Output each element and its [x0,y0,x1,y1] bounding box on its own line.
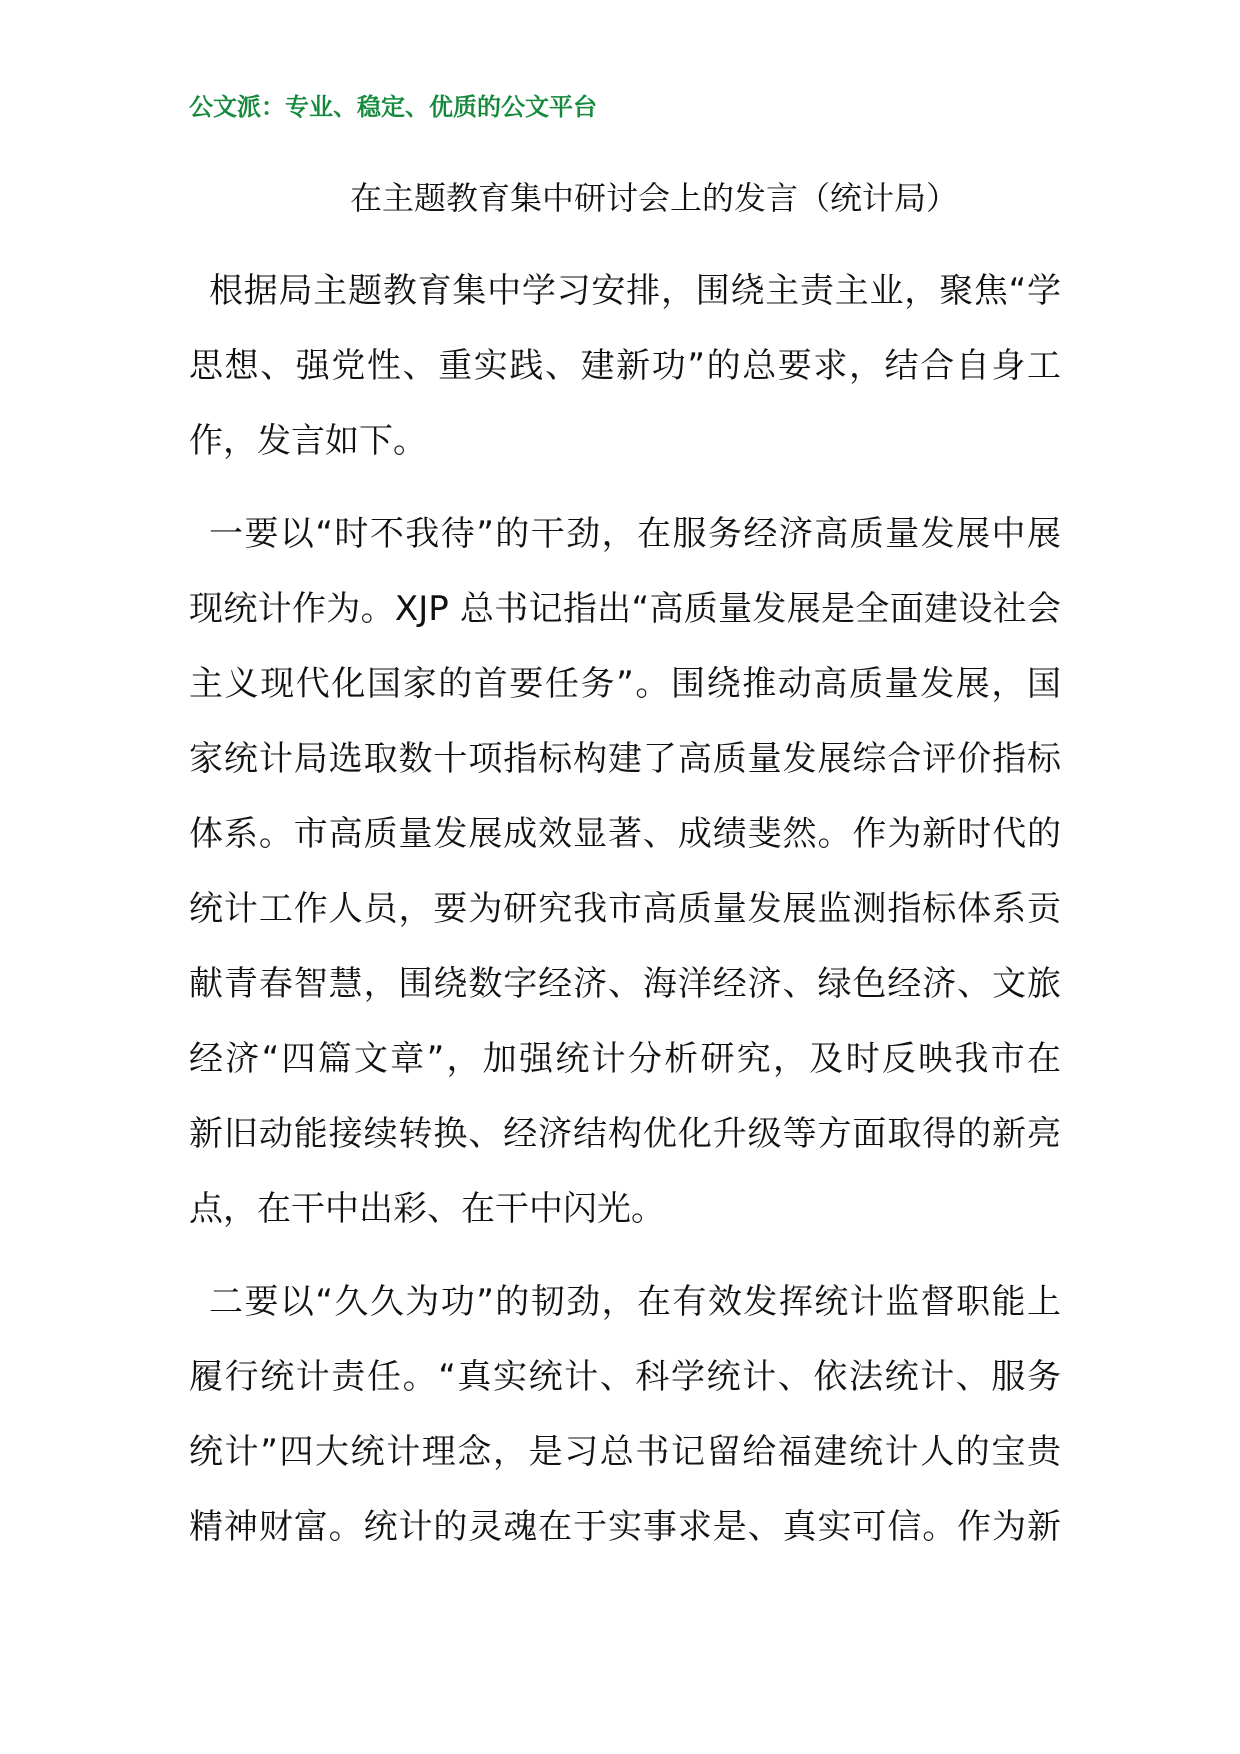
paragraph-line: 统计”四大统计理念，是习总书记留给福建统计人的宝贵 [189,1432,1061,1472]
paragraph-line: 二要以“久久为功”的韧劲，在有效发挥统计监督职能上 [209,1282,1061,1322]
paragraph-line: 根据局主题教育集中学习安排，围绕主责主业，聚焦“学 [209,271,1061,311]
paragraph-line: 统计工作人员，要为研究我市高质量发展监测指标体系贡 [189,889,1061,929]
paragraph-1 [189,254,1061,479]
paragraph-line: 体系。市高质量发展成效显著、成绩斐然。作为新时代的 [189,814,1061,854]
paragraph-line: 经济“四篇文章”，加强统计分析研究，及时反映我市在 [189,1039,1061,1079]
paragraph-line: 献青春智慧，围绕数字经济、海洋经济、绿色经济、文旅 [189,964,1061,1004]
site-header-slogan: 公文派：专业、稳定、优质的公文平台 [189,93,597,121]
paragraph-line: 作，发言如下。 [189,421,427,461]
document-title: 在主题教育集中研讨会上的发言（统计局） [349,179,958,217]
paragraph-line: 思想、强党性、重实践、建新功”的总要求，结合自身工 [189,346,1061,386]
paragraph-line: 新旧动能接续转换、经济结构优化升级等方面取得的新亮 [189,1114,1061,1154]
document-body [189,254,1061,1583]
paragraph-line: 精神财富。统计的灵魂在于实事求是、真实可信。作为新 [189,1507,1061,1547]
paragraph-line: 现统计作为。XJP 总书记指出“高质量发展是全面建设社会 [189,589,1061,629]
paragraph-line: 履行统计责任。“真实统计、科学统计、依法统计、服务 [189,1357,1061,1397]
paragraph-2 [189,497,1061,1247]
paragraph-line: 家统计局选取数十项指标构建了高质量发展综合评价指标 [189,739,1061,779]
paragraph-line: 一要以“时不我待”的干劲，在服务经济高质量发展中展 [209,514,1061,554]
paragraph-line: 点，在干中出彩、在干中闪光。 [189,1189,665,1229]
paragraph-line: 主义现代化国家的首要任务”。围绕推动高质量发展，国 [189,664,1061,704]
paragraph-3 [189,1265,1061,1565]
